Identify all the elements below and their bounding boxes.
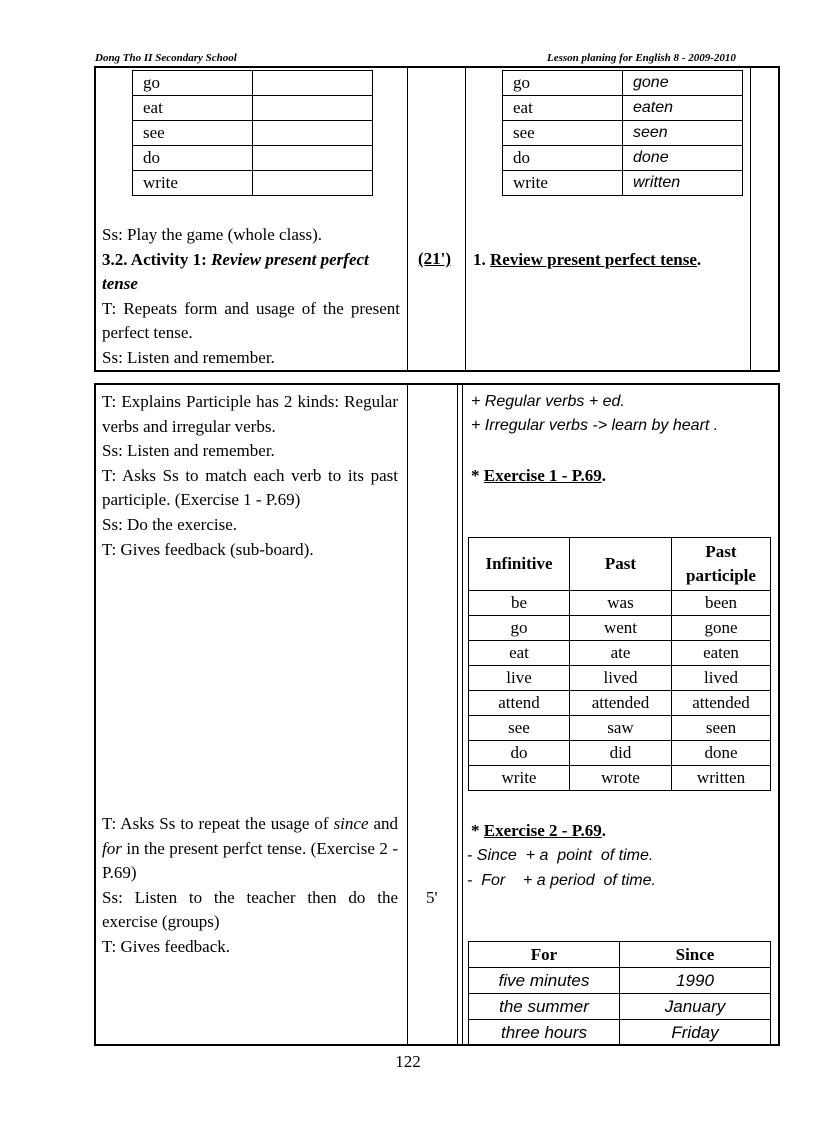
cell: write [469, 766, 570, 791]
cell: lived [570, 666, 672, 691]
table-row [469, 766, 771, 791]
cell: 1990 [620, 968, 771, 994]
verb-cell: do [133, 146, 253, 171]
verb-cell: eat [133, 96, 253, 121]
review-heading [473, 248, 701, 273]
section2-left-block2 [102, 812, 398, 960]
exercise1-title: Exercise 1 - P.69 [483, 466, 602, 485]
activity-title-cont: tense [102, 274, 138, 294]
table-row [469, 1020, 771, 1046]
t-repeats-line: T: Repeats form and usage of the present perfect tense. [102, 298, 400, 343]
cell: January [620, 994, 771, 1020]
t-asks-usage-line [102, 812, 398, 886]
regular-verbs-line: + Regular verbs + ed. [471, 393, 625, 410]
review-period: . [696, 250, 702, 269]
period: . [601, 821, 607, 840]
blank-cell [253, 171, 373, 196]
cell: done [672, 741, 771, 766]
cell: attended [570, 691, 672, 716]
table-row [503, 171, 743, 196]
section2-divider-2a [457, 384, 458, 1045]
verb-cell: eat [503, 96, 623, 121]
cell: ate [570, 641, 672, 666]
blank-cell [253, 121, 373, 146]
ss-listen-line: Ss: Listen and remember. [102, 441, 275, 461]
verb-cell: do [503, 146, 623, 171]
table-row [503, 121, 743, 146]
t-explains-line: T: Explains Participle has 2 kinds: Regular verbs and irregular verbs. [102, 392, 398, 436]
section2-time: 5' [426, 888, 438, 907]
ss-groups-line: Ss: Listen to the teacher then do the exercise (groups) [102, 887, 398, 932]
section2-left-block1 [102, 390, 398, 562]
table-row [469, 691, 771, 716]
usage-pre: T: Asks Ss to repeat the usage of [102, 814, 329, 833]
col-past-participle: Past participle [672, 538, 771, 591]
verb-cell: see [503, 121, 623, 146]
since-word: since [333, 814, 369, 833]
review-title: Review present perfect tense [490, 250, 697, 269]
table-row [469, 716, 771, 741]
header-lesson: Lesson planing for English 8 - 2009-2010 [547, 52, 736, 64]
activity-heading [102, 248, 400, 273]
t-feedback-line: T: Gives feedback (sub-board). [102, 539, 314, 559]
table-row [503, 146, 743, 171]
activity-time: (21') [418, 249, 452, 268]
table-row [503, 96, 743, 121]
cell: lived [672, 666, 771, 691]
cell: did [570, 741, 672, 766]
t-asks-line: T: Asks Ss to match each verb to its past participle. (Exercise 1 - P.69) [102, 465, 398, 510]
review-number: 1. [473, 250, 486, 269]
participle-cell: written [623, 171, 743, 196]
col-infinitive: Infinitive [469, 538, 570, 591]
cell: been [672, 591, 771, 616]
participle-cell: seen [623, 121, 743, 146]
col-past: Past [570, 538, 672, 591]
cell: wrote [570, 766, 672, 791]
table-header-row [469, 942, 771, 968]
table-row [469, 591, 771, 616]
blank-cell [253, 71, 373, 96]
verb-cell: go [503, 71, 623, 96]
table-row [133, 71, 373, 96]
period: . [601, 466, 607, 485]
table-row [469, 616, 771, 641]
cell: was [570, 591, 672, 616]
cell: see [469, 716, 570, 741]
cell: be [469, 591, 570, 616]
cell: attend [469, 691, 570, 716]
participle-cell: eaten [623, 96, 743, 121]
participle-cell: gone [623, 71, 743, 96]
t-gives-feedback-line: T: Gives feedback. [102, 936, 231, 956]
section1-left-text [102, 223, 400, 371]
section1-divider-2 [465, 67, 466, 371]
cell: eat [469, 641, 570, 666]
cell: the summer [469, 994, 620, 1020]
verb-cell: write [503, 171, 623, 196]
table-header-row [469, 538, 771, 591]
section2-divider-1 [407, 384, 408, 1045]
cell: written [672, 766, 771, 791]
verb-cell: see [133, 121, 253, 146]
right-verb-table [502, 70, 743, 196]
ss-do-line: Ss: Do the exercise. [102, 514, 238, 534]
section1-divider-3 [750, 67, 751, 371]
exercise2-heading [471, 819, 606, 844]
and-word: and [373, 814, 399, 833]
page-number: 122 [395, 1052, 421, 1071]
since-rule: - Since + a point of time. [467, 847, 654, 864]
section2-divider-2b [462, 384, 463, 1045]
cell: went [570, 616, 672, 641]
irregular-verbs-line: + Irregular verbs -> learn by heart . [471, 417, 719, 434]
table-row [133, 171, 373, 196]
exercise2-table [468, 941, 771, 1046]
exercise2-title: Exercise 2 - P.69 [483, 821, 602, 840]
cell: attended [672, 691, 771, 716]
ss-listen-line: Ss: Listen and remember. [102, 347, 275, 367]
for-rule: - For + a period of time. [467, 872, 656, 889]
activity-title: Review present perfect [211, 249, 369, 269]
cell: seen [672, 716, 771, 741]
section1-divider-1 [407, 67, 408, 371]
table-row [469, 994, 771, 1020]
for-word: for [102, 838, 122, 858]
cell: saw [570, 716, 672, 741]
blank-cell [253, 96, 373, 121]
table-row [469, 666, 771, 691]
usage-post: in the present perfct tense. (Exercise 2 - P.69) [102, 838, 399, 883]
verb-cell: write [133, 171, 253, 196]
table-row [469, 741, 771, 766]
cell: five minutes [469, 968, 620, 994]
cell: Friday [620, 1020, 771, 1046]
table-row [469, 641, 771, 666]
cell: go [469, 616, 570, 641]
table-row [133, 146, 373, 171]
left-verb-table [132, 70, 373, 196]
exercise1-table [468, 537, 771, 791]
star: * [471, 821, 480, 840]
star: * [471, 466, 480, 485]
table-row [133, 121, 373, 146]
col-since: Since [620, 942, 771, 968]
table-row [469, 968, 771, 994]
header-school: Dong Tho II Secondary School [95, 52, 237, 64]
table-row [503, 71, 743, 96]
activity-label: 3.2. Activity 1: [102, 249, 207, 269]
table-row [133, 96, 373, 121]
cell: eaten [672, 641, 771, 666]
blank-cell [253, 146, 373, 171]
cell: gone [672, 616, 771, 641]
ss-play-line: Ss: Play the game (whole class). [102, 225, 323, 244]
cell: live [469, 666, 570, 691]
verb-cell: go [133, 71, 253, 96]
cell: three hours [469, 1020, 620, 1046]
exercise1-heading [471, 464, 606, 489]
participle-cell: done [623, 146, 743, 171]
cell: do [469, 741, 570, 766]
col-for: For [469, 942, 620, 968]
